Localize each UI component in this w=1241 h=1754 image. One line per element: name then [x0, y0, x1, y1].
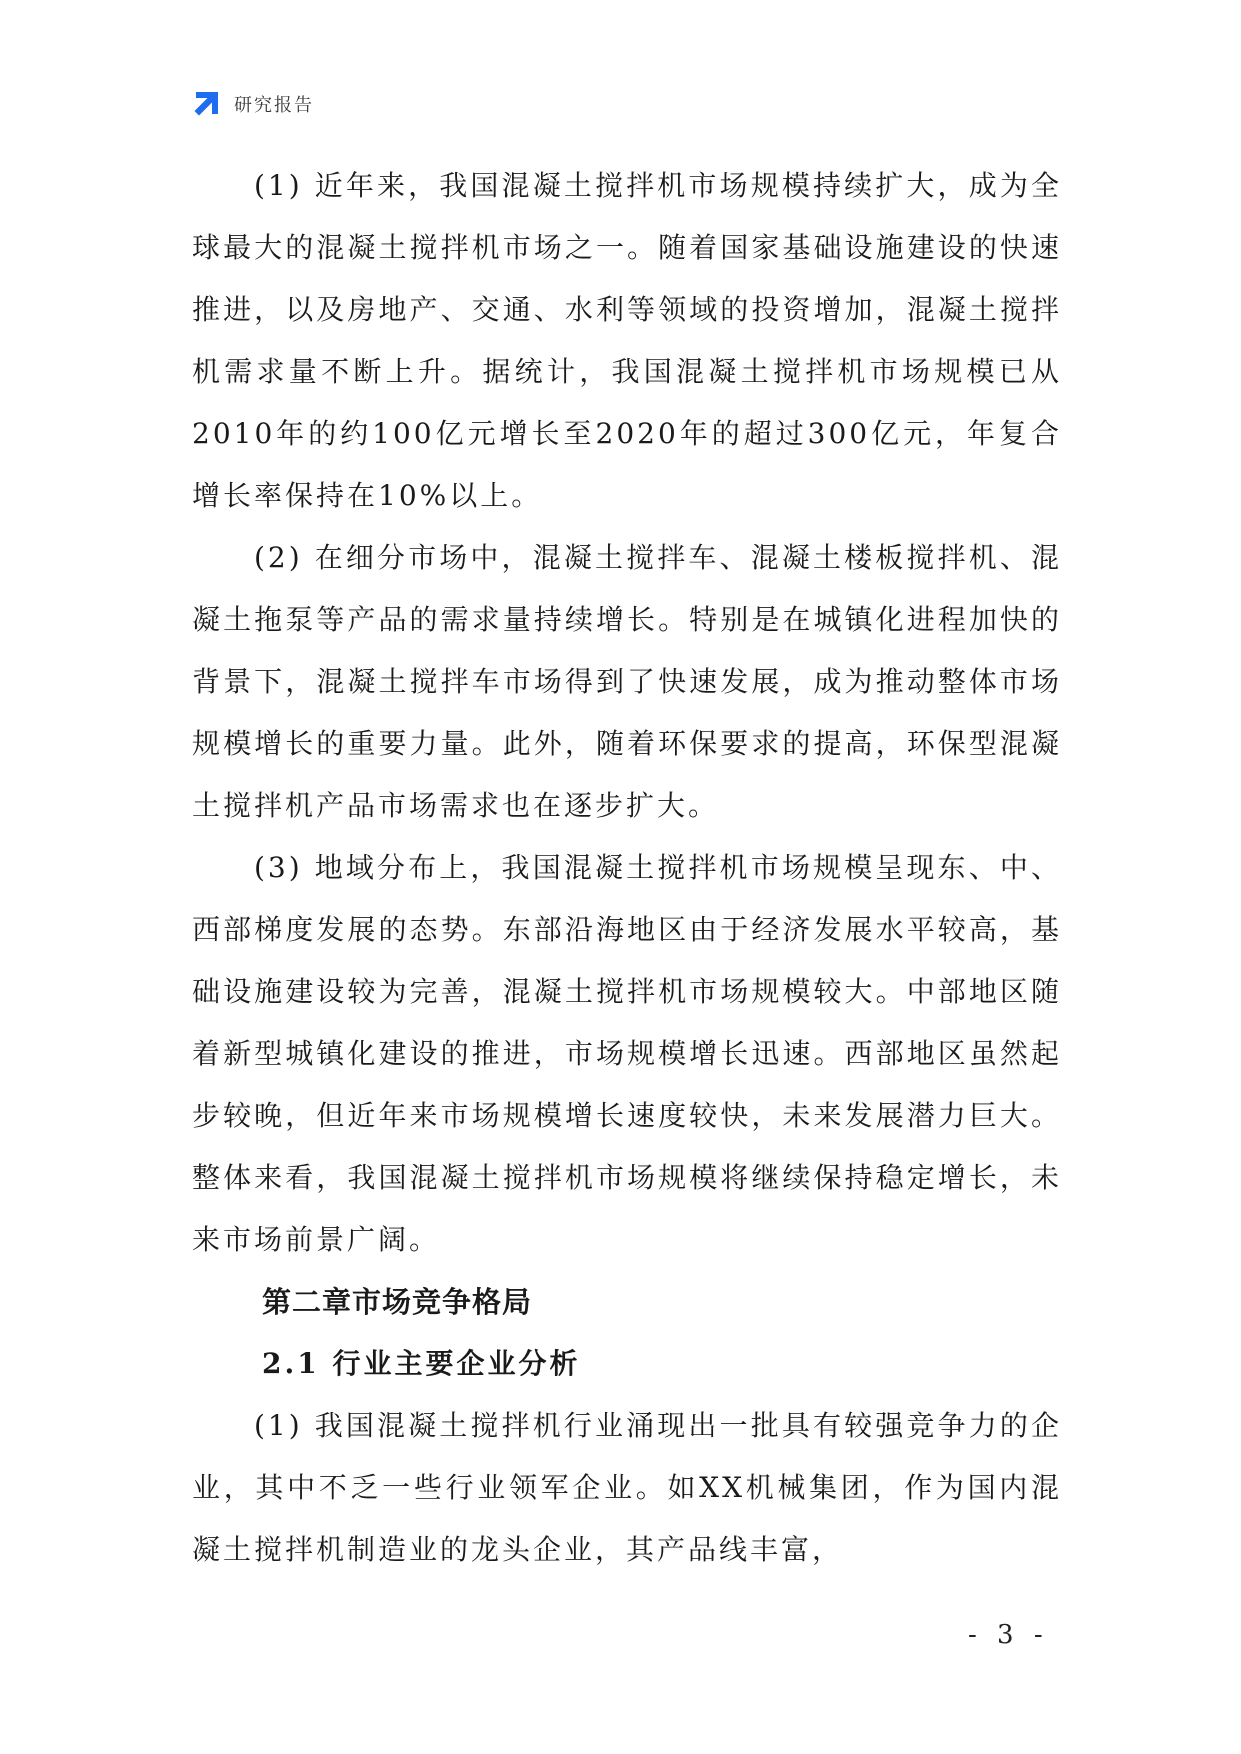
chapter-heading: 第二章市场竞争格局 — [262, 1285, 533, 1319]
arrow-up-right-logo-icon — [190, 88, 222, 120]
page-number: - 3 - — [968, 1620, 1049, 1650]
paragraph-regional-distribution: (3) 地域分布上，我国混凝土搅拌机市场规模呈现东、中、西部梯度发展的态势。东部沿海地区由于经济发展水平较高，基础设施建设较为完善，混凝土搅拌机市场规模较大。中部地区随着新型城镇化建设的推进，市场规模增长迅速。西部地区虽然起步较晚，但近年来市场规模增长速度较快，未来发展潜力巨大。整体来看，我国混凝土搅拌机市场规模将继续保持稳定增长，未来市场前景广阔。 — [192, 851, 1062, 1256]
paragraph-segment-market: (2) 在细分市场中，混凝土搅拌车、混凝土楼板搅拌机、混凝土拖泵等产品的需求量持续增长。特别是在城镇化进程加快的背景下，混凝土搅拌车市场得到了快速发展，成为推动整体市场规模增长的重要力量。此外，随着环保要求的提高，环保型混凝土搅拌机产品市场需求也在逐步扩大。 — [192, 541, 1062, 822]
paragraph-leading-enterprises: (1) 我国混凝土搅拌机行业涌现出一批具有较强竞争力的企业，其中不乏一些行业领军企业。如XX机械集团，作为国内混凝土搅拌机制造业的龙头企业，其产品线丰富， — [192, 1409, 1062, 1566]
report-header — [190, 88, 314, 120]
section-heading: 2.1 行业主要企业分析 — [262, 1347, 581, 1380]
paragraph-market-scale: (1) 近年来，我国混凝土搅拌机市场规模持续扩大，成为全球最大的混凝土搅拌机市场之一。随着国家基础设施建设的快速推进，以及房地产、交通、水利等领域的投资增加，混凝土搅拌机需求量不断上升。据统计，我国混凝土搅拌机市场规模已从2010年的约100亿元增长至2020年的超过300亿元，年复合增长率保持在10%以上。 — [192, 169, 1062, 512]
document-body — [192, 155, 1062, 1581]
header-title: 研究报告 — [234, 95, 314, 116]
